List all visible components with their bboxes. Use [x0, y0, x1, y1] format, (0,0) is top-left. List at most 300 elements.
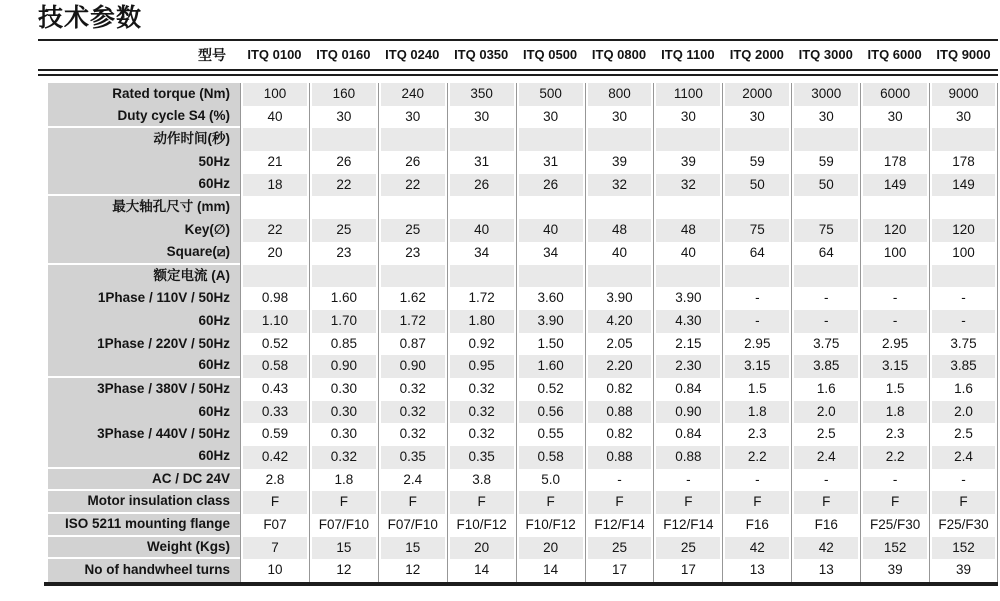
value-cell: 0.42 [240, 446, 309, 469]
value-cell: 2.5 [791, 423, 860, 446]
value-cell: 39 [860, 559, 929, 582]
table-row [38, 333, 998, 356]
value-cell: 100 [240, 83, 309, 106]
value-cell: 2.05 [585, 333, 654, 356]
row-spacer [38, 287, 48, 310]
value-cell: 30 [653, 106, 722, 129]
value-cell: 0.30 [309, 378, 378, 401]
value-cell: 0.90 [309, 355, 378, 378]
value-cell: 2.30 [653, 355, 722, 378]
value-cell: 0.52 [240, 333, 309, 356]
value-cell: 3.75 [929, 333, 998, 356]
value-cell: 6000 [860, 83, 929, 106]
value-cell [309, 265, 378, 288]
value-cell: 0.32 [378, 401, 447, 424]
value-cell: 3.90 [585, 287, 654, 310]
value-cell: - [860, 310, 929, 333]
value-cell: 20 [447, 537, 516, 560]
value-cell: - [722, 287, 791, 310]
value-cell: 120 [860, 219, 929, 242]
table-row [38, 514, 998, 537]
model-header-cell: ITQ 1100 [661, 47, 715, 62]
value-cell: 59 [791, 151, 860, 174]
value-cell: 4.30 [653, 310, 722, 333]
value-cell: 120 [929, 219, 998, 242]
value-cell: 3000 [791, 83, 860, 106]
value-cell: 100 [929, 242, 998, 265]
table-row [38, 242, 998, 265]
value-cell: 1.8 [309, 469, 378, 492]
value-cell: 0.52 [516, 378, 585, 401]
value-cell: 64 [722, 242, 791, 265]
row-label: Rated torque (Nm) [48, 83, 240, 106]
value-cell: 350 [447, 83, 516, 106]
value-cell: 30 [860, 106, 929, 129]
value-cell: 40 [516, 219, 585, 242]
value-cell: 0.32 [447, 401, 516, 424]
value-cell [585, 128, 654, 151]
table-bottom-rule [44, 582, 998, 586]
value-cell: 30 [309, 106, 378, 129]
value-cell: 178 [929, 151, 998, 174]
value-cell: 15 [309, 537, 378, 560]
model-header-row [38, 41, 998, 69]
value-cell: 0.35 [447, 446, 516, 469]
row-label: 60Hz [48, 446, 240, 469]
row-label: No of handwheel turns [48, 559, 240, 582]
table-row [38, 219, 998, 242]
table-row [38, 83, 998, 106]
value-cell: 0.84 [653, 378, 722, 401]
value-cell: 2.4 [929, 446, 998, 469]
value-cell: 152 [929, 537, 998, 560]
value-cell: 0.32 [447, 423, 516, 446]
value-cell: 31 [516, 151, 585, 174]
value-cell [378, 265, 447, 288]
row-spacer [38, 491, 48, 514]
value-cell: F07/F10 [378, 514, 447, 537]
value-cell: 1.10 [240, 310, 309, 333]
value-cell: 14 [447, 559, 516, 582]
table-row [38, 423, 998, 446]
value-cell: 30 [929, 106, 998, 129]
table-row [38, 378, 998, 401]
value-cell: 75 [791, 219, 860, 242]
value-cell: - [929, 469, 998, 492]
model-header-cell: ITQ 0500 [522, 47, 578, 62]
value-cell: F10/F12 [447, 514, 516, 537]
value-cell: 17 [585, 559, 654, 582]
row-spacer [38, 128, 48, 151]
value-cell: F07/F10 [309, 514, 378, 537]
value-cell: 39 [585, 151, 654, 174]
value-cell: 2000 [722, 83, 791, 106]
value-cell: 4.20 [585, 310, 654, 333]
table-body [38, 83, 998, 582]
value-cell: F [791, 491, 860, 514]
value-cell: 2.0 [791, 401, 860, 424]
value-cell: 25 [378, 219, 447, 242]
value-cell: 2.3 [860, 423, 929, 446]
row-spacer [38, 151, 48, 174]
value-cell: 0.30 [309, 423, 378, 446]
value-cell [516, 196, 585, 219]
value-cell: 23 [378, 242, 447, 265]
header-divider [38, 69, 998, 76]
value-cell: 0.32 [447, 378, 516, 401]
value-cell: 0.82 [585, 378, 654, 401]
row-label: 60Hz [48, 310, 240, 333]
value-cell: 0.84 [653, 423, 722, 446]
row-spacer [38, 355, 48, 378]
value-cell: - [929, 287, 998, 310]
table-row [38, 287, 998, 310]
value-cell: 21 [240, 151, 309, 174]
table-row [38, 128, 998, 151]
value-cell [722, 196, 791, 219]
value-cell: 1.8 [860, 401, 929, 424]
value-cell [516, 128, 585, 151]
table-row [38, 491, 998, 514]
value-cell [240, 196, 309, 219]
table-row [38, 310, 998, 333]
value-cell: 22 [240, 219, 309, 242]
table-row [38, 106, 998, 129]
value-cell: 0.92 [447, 333, 516, 356]
row-label: Key(∅) [48, 219, 240, 242]
value-cell: 10 [240, 559, 309, 582]
value-cell [929, 265, 998, 288]
row-spacer [38, 514, 48, 537]
table-row [38, 265, 998, 288]
row-label: Duty cycle S4 (%) [48, 106, 240, 129]
value-cell: 42 [791, 537, 860, 560]
value-cell: F [516, 491, 585, 514]
value-cell: 2.3 [722, 423, 791, 446]
table-row [38, 469, 998, 492]
value-cell: 500 [516, 83, 585, 106]
row-spacer [38, 310, 48, 333]
value-cell: 34 [447, 242, 516, 265]
page-title: 技术参数 [38, 4, 143, 32]
row-spacer [38, 423, 48, 446]
value-cell [860, 196, 929, 219]
value-cell: 0.95 [447, 355, 516, 378]
value-cell: 3.90 [516, 310, 585, 333]
value-cell: 59 [722, 151, 791, 174]
value-cell: 149 [929, 174, 998, 197]
value-cell: 0.98 [240, 287, 309, 310]
row-spacer [38, 83, 48, 106]
value-cell: - [722, 310, 791, 333]
model-header-cell: ITQ 6000 [867, 47, 922, 62]
value-cell [378, 128, 447, 151]
value-cell: 0.90 [653, 401, 722, 424]
value-cell: - [860, 469, 929, 492]
value-cell [791, 128, 860, 151]
value-cell: 42 [722, 537, 791, 560]
value-cell: 25 [653, 537, 722, 560]
value-cell: F [585, 491, 654, 514]
table-row [38, 537, 998, 560]
row-label: 50Hz [48, 151, 240, 174]
model-header-cell: ITQ 0100 [247, 47, 302, 62]
value-cell [860, 128, 929, 151]
value-cell: 30 [791, 106, 860, 129]
value-cell: 1.72 [447, 287, 516, 310]
value-cell: 0.58 [240, 355, 309, 378]
model-header-cell: ITQ 9000 [936, 47, 991, 62]
value-cell: 5.0 [516, 469, 585, 492]
value-cell: - [929, 310, 998, 333]
value-cell: 149 [860, 174, 929, 197]
value-cell: F [929, 491, 998, 514]
value-cell: 26 [309, 151, 378, 174]
value-cell: F16 [791, 514, 860, 537]
value-cell [447, 128, 516, 151]
model-column-label: 型号 [198, 47, 226, 63]
value-cell: 13 [791, 559, 860, 582]
value-cell [929, 196, 998, 219]
value-cell: 2.15 [653, 333, 722, 356]
value-cell: 2.20 [585, 355, 654, 378]
row-spacer [38, 378, 48, 401]
value-cell [585, 196, 654, 219]
value-cell: 800 [585, 83, 654, 106]
value-cell: 2.95 [860, 333, 929, 356]
value-cell: 20 [240, 242, 309, 265]
value-cell: 31 [447, 151, 516, 174]
row-label: 额定电流 (A) [48, 265, 240, 288]
value-cell: 0.58 [516, 446, 585, 469]
value-cell: 50 [791, 174, 860, 197]
row-spacer [38, 446, 48, 469]
value-cell: 64 [791, 242, 860, 265]
value-cell: 40 [585, 242, 654, 265]
value-cell: 1100 [653, 83, 722, 106]
row-spacer [38, 106, 48, 129]
value-cell: 48 [653, 219, 722, 242]
value-cell: 0.88 [653, 446, 722, 469]
value-cell: 100 [860, 242, 929, 265]
value-cell [585, 265, 654, 288]
row-label: Motor insulation class [48, 491, 240, 514]
value-cell: 1.72 [378, 310, 447, 333]
value-cell: 25 [309, 219, 378, 242]
value-cell: 1.60 [516, 355, 585, 378]
value-cell: 26 [378, 151, 447, 174]
value-cell: 25 [585, 537, 654, 560]
value-cell: 12 [378, 559, 447, 582]
value-cell: 13 [722, 559, 791, 582]
value-cell: 30 [378, 106, 447, 129]
row-label: 最大轴孔尺寸 (mm) [48, 196, 240, 219]
value-cell: - [791, 469, 860, 492]
value-cell [240, 128, 309, 151]
row-spacer [38, 559, 48, 582]
value-cell [447, 196, 516, 219]
value-cell [722, 265, 791, 288]
row-spacer [38, 196, 48, 219]
value-cell: 0.88 [585, 401, 654, 424]
model-header-cell: ITQ 3000 [798, 47, 853, 62]
value-cell: 0.82 [585, 423, 654, 446]
row-spacer [38, 469, 48, 492]
value-cell: 48 [585, 219, 654, 242]
value-cell: 40 [240, 106, 309, 129]
value-cell: 0.43 [240, 378, 309, 401]
row-spacer [38, 537, 48, 560]
value-cell: 3.75 [791, 333, 860, 356]
value-cell: 12 [309, 559, 378, 582]
value-cell: F12/F14 [585, 514, 654, 537]
table-row [38, 151, 998, 174]
value-cell: 0.59 [240, 423, 309, 446]
value-cell: 32 [653, 174, 722, 197]
value-cell: 1.5 [722, 378, 791, 401]
value-cell: 39 [929, 559, 998, 582]
value-cell: 2.0 [929, 401, 998, 424]
table-row [38, 355, 998, 378]
value-cell: 3.90 [653, 287, 722, 310]
table-row [38, 196, 998, 219]
value-cell: 2.95 [722, 333, 791, 356]
value-cell [309, 128, 378, 151]
value-cell [860, 265, 929, 288]
row-label: 动作时间(秒) [48, 128, 240, 151]
value-cell: 18 [240, 174, 309, 197]
row-spacer [38, 265, 48, 288]
value-cell: 1.8 [722, 401, 791, 424]
value-cell: 0.32 [378, 423, 447, 446]
model-header-cell: ITQ 0800 [591, 47, 647, 62]
value-cell: 34 [516, 242, 585, 265]
value-cell: 2.4 [791, 446, 860, 469]
value-cell: 32 [585, 174, 654, 197]
value-cell [791, 196, 860, 219]
value-cell: 3.85 [791, 355, 860, 378]
value-cell: 1.70 [309, 310, 378, 333]
value-cell: 1.5 [860, 378, 929, 401]
row-label: 60Hz [48, 174, 240, 197]
value-cell: 15 [378, 537, 447, 560]
value-cell: F25/F30 [929, 514, 998, 537]
value-cell: 40 [653, 242, 722, 265]
value-cell: 20 [516, 537, 585, 560]
value-cell: 9000 [929, 83, 998, 106]
value-cell: 0.35 [378, 446, 447, 469]
value-cell: F [447, 491, 516, 514]
model-header-cell: ITQ 0240 [385, 47, 440, 62]
value-cell: 17 [653, 559, 722, 582]
value-cell: 3.15 [860, 355, 929, 378]
value-cell: 2.4 [378, 469, 447, 492]
value-cell [653, 196, 722, 219]
value-cell: 26 [516, 174, 585, 197]
value-cell: 7 [240, 537, 309, 560]
value-cell: 0.88 [585, 446, 654, 469]
value-cell: F [309, 491, 378, 514]
value-cell: 30 [585, 106, 654, 129]
table-row [38, 446, 998, 469]
value-cell: 1.50 [516, 333, 585, 356]
row-label: 60Hz [48, 401, 240, 424]
value-cell: 3.85 [929, 355, 998, 378]
value-cell: - [791, 310, 860, 333]
value-cell: 0.56 [516, 401, 585, 424]
value-cell: F10/F12 [516, 514, 585, 537]
value-cell: 0.85 [309, 333, 378, 356]
value-cell: F [860, 491, 929, 514]
value-cell: F [653, 491, 722, 514]
spec-sheet [38, 0, 998, 586]
value-cell: 3.8 [447, 469, 516, 492]
value-cell: 160 [309, 83, 378, 106]
value-cell [929, 128, 998, 151]
row-label: 60Hz [48, 355, 240, 378]
model-header-cell: ITQ 2000 [729, 47, 784, 62]
value-cell [516, 265, 585, 288]
row-spacer [38, 333, 48, 356]
value-cell [653, 265, 722, 288]
value-cell: - [653, 469, 722, 492]
value-cell: F07 [240, 514, 309, 537]
value-cell [240, 265, 309, 288]
value-cell [791, 265, 860, 288]
row-label: Weight (Kgs) [48, 537, 240, 560]
value-cell [653, 128, 722, 151]
value-cell: 1.6 [791, 378, 860, 401]
row-spacer [38, 174, 48, 197]
row-label: AC / DC 24V [48, 469, 240, 492]
row-label: Square(⧄) [48, 242, 240, 265]
value-cell: 2.2 [722, 446, 791, 469]
value-cell: 30 [722, 106, 791, 129]
value-cell: 1.60 [309, 287, 378, 310]
table-row [38, 174, 998, 197]
row-label: 3Phase / 440V / 50Hz [48, 423, 240, 446]
value-cell [447, 265, 516, 288]
value-cell: 50 [722, 174, 791, 197]
value-cell: 22 [309, 174, 378, 197]
value-cell: 178 [860, 151, 929, 174]
row-label: ISO 5211 mounting flange [48, 514, 240, 537]
row-label: 1Phase / 110V / 50Hz [48, 287, 240, 310]
value-cell: 14 [516, 559, 585, 582]
value-cell: 0.87 [378, 333, 447, 356]
value-cell: - [791, 287, 860, 310]
model-header-cell: ITQ 0160 [316, 47, 371, 62]
row-spacer [38, 242, 48, 265]
row-label: 1Phase / 220V / 50Hz [48, 333, 240, 356]
value-cell: F [378, 491, 447, 514]
value-cell: 2.2 [860, 446, 929, 469]
value-cell: 152 [860, 537, 929, 560]
value-cell: 0.55 [516, 423, 585, 446]
value-cell: 0.30 [309, 401, 378, 424]
value-cell: 3.15 [722, 355, 791, 378]
value-cell: 0.90 [378, 355, 447, 378]
value-cell: F16 [722, 514, 791, 537]
value-cell: F12/F14 [653, 514, 722, 537]
table-row [38, 401, 998, 424]
value-cell: F [722, 491, 791, 514]
value-cell: 2.8 [240, 469, 309, 492]
value-cell: F25/F30 [860, 514, 929, 537]
value-cell [722, 128, 791, 151]
table-row [38, 559, 998, 582]
value-cell [378, 196, 447, 219]
